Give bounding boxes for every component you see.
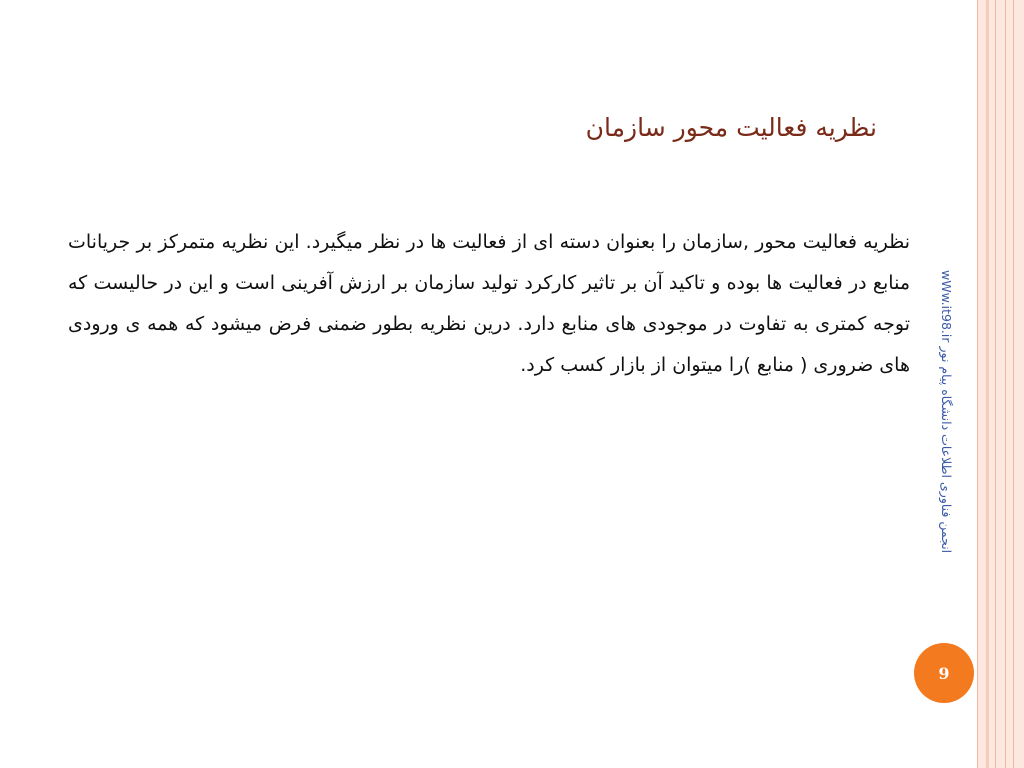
decorative-stripe-line — [1013, 0, 1014, 768]
decorative-stripe-line — [995, 0, 996, 768]
decorative-stripe-line — [977, 0, 978, 768]
page-number-badge: 9 — [914, 643, 974, 703]
decorative-stripe-line — [1005, 0, 1006, 768]
slide-title: نظریه فعالیت محور سازمان — [585, 113, 877, 142]
decorative-stripe-band — [977, 0, 1024, 768]
decorative-stripe-line — [986, 0, 989, 768]
vertical-watermark-text: wWw.it98.ir انجمن فناوری اطلاعات دانشگاه پیام نور — [939, 270, 954, 554]
slide-body-text: نظریه فعالیت محور ,سازمان را بعنوان دسته ای از فعالیت ها در نظر میگیرد. این نظریه متمرکز بر جریانات منابع در فعالیت ها بوده و تاکید آن بر تاثیر کارکرد تولید سازمان بر ارزش آفرینی است و این در حالیست که توجه کمتری به تفاوت در موجودی های منابع دارد. درین نظریه بطور ضمنی فرض میشود که همه ی ورودی های ضروری ( منابع )را میتوان از بازار کسب کرد. — [68, 231, 910, 376]
